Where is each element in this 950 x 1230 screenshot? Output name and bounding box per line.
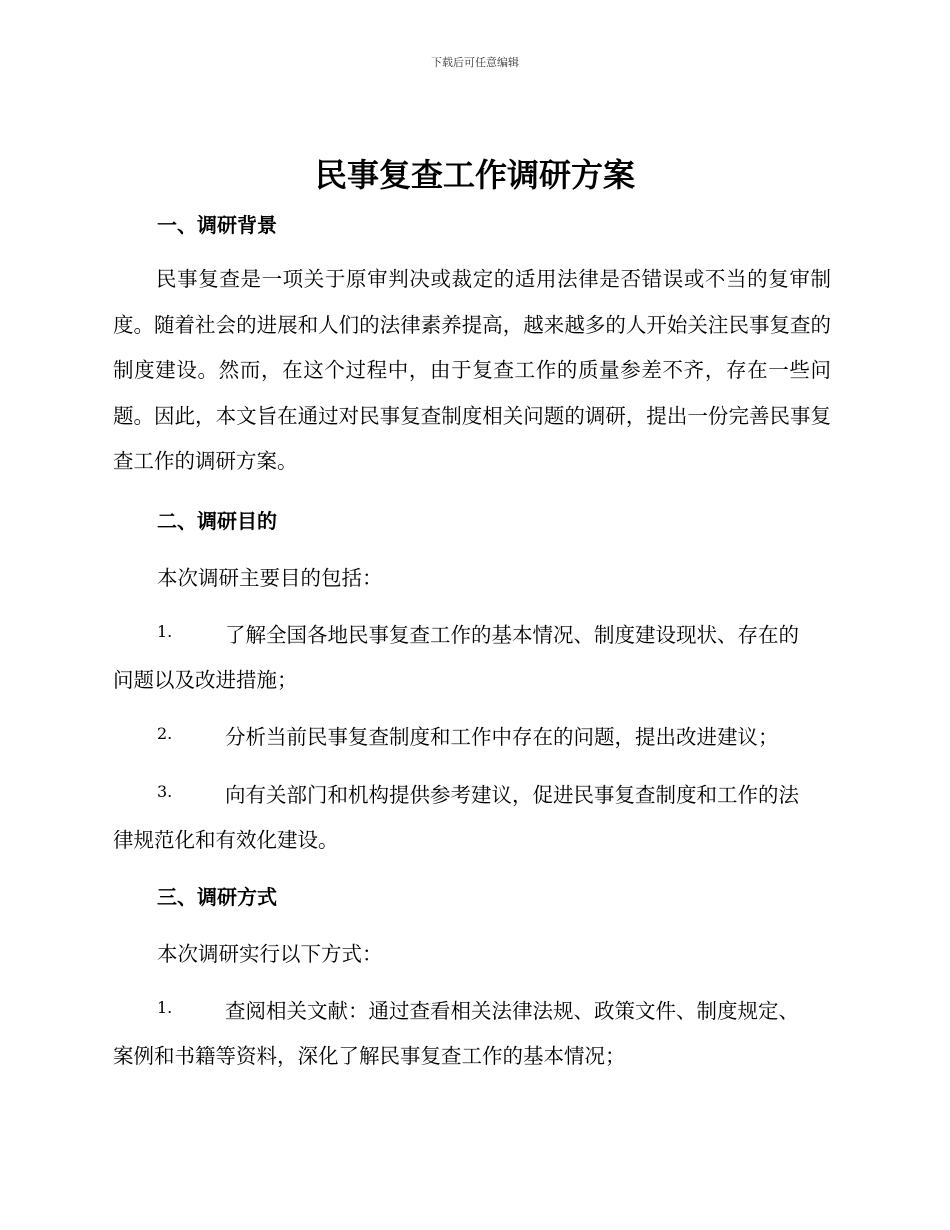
purpose-item-2-number: 2.	[157, 724, 173, 743]
method-item-1-line2: 案例和书籍等资料，深化了解民事复查工作的基本情况；	[113, 1044, 626, 1068]
purpose-item-2-line1: 分析当前民事复查制度和工作中存在的问题，提出改进建议；	[225, 725, 779, 749]
section-heading-purpose: 二、调研目的	[157, 509, 277, 533]
background-paragraph: 民事复查是一项关于原审判决或裁定的适用法律是否错误或不当的复审制度。随着社会的进展和人们的法律素养提高，越来越多的人开始关注民事复查的制度建设。然而，在这个过程中，由于复查工作的质量参差不齐，存在一些问题。因此，本文旨在通过对民事复查制度相关问题的调研，提出一份完善民事复查工作的调研方案。	[113, 267, 831, 473]
page-header: 下载后可任意编辑	[431, 56, 519, 69]
purpose-item-3-number: 3.	[157, 782, 173, 801]
purpose-item-1-number: 1.	[157, 622, 173, 641]
purpose-item-1-line2: 问题以及改进措施；	[113, 668, 298, 692]
purpose-item-1-line1: 了解全国各地民事复查工作的基本情况、制度建设现状、存在的	[225, 623, 799, 647]
document-title: 民事复查工作调研方案	[314, 156, 635, 194]
section-heading-method: 三、调研方式	[157, 885, 277, 909]
method-item-1-number: 1.	[157, 998, 173, 1017]
method-item-1-line1: 查阅相关文献：通过查看相关法律法规、政策文件、制度规定、	[225, 999, 799, 1023]
purpose-item-3-line2: 律规范化和有效化建设。	[113, 828, 339, 852]
method-intro: 本次调研实行以下方式：	[157, 942, 383, 966]
section-heading-background: 一、调研背景	[157, 213, 277, 237]
purpose-item-3-line1: 向有关部门和机构提供参考建议，促进民事复查制度和工作的法	[225, 783, 799, 807]
purpose-intro: 本次调研主要目的包括：	[157, 566, 383, 590]
